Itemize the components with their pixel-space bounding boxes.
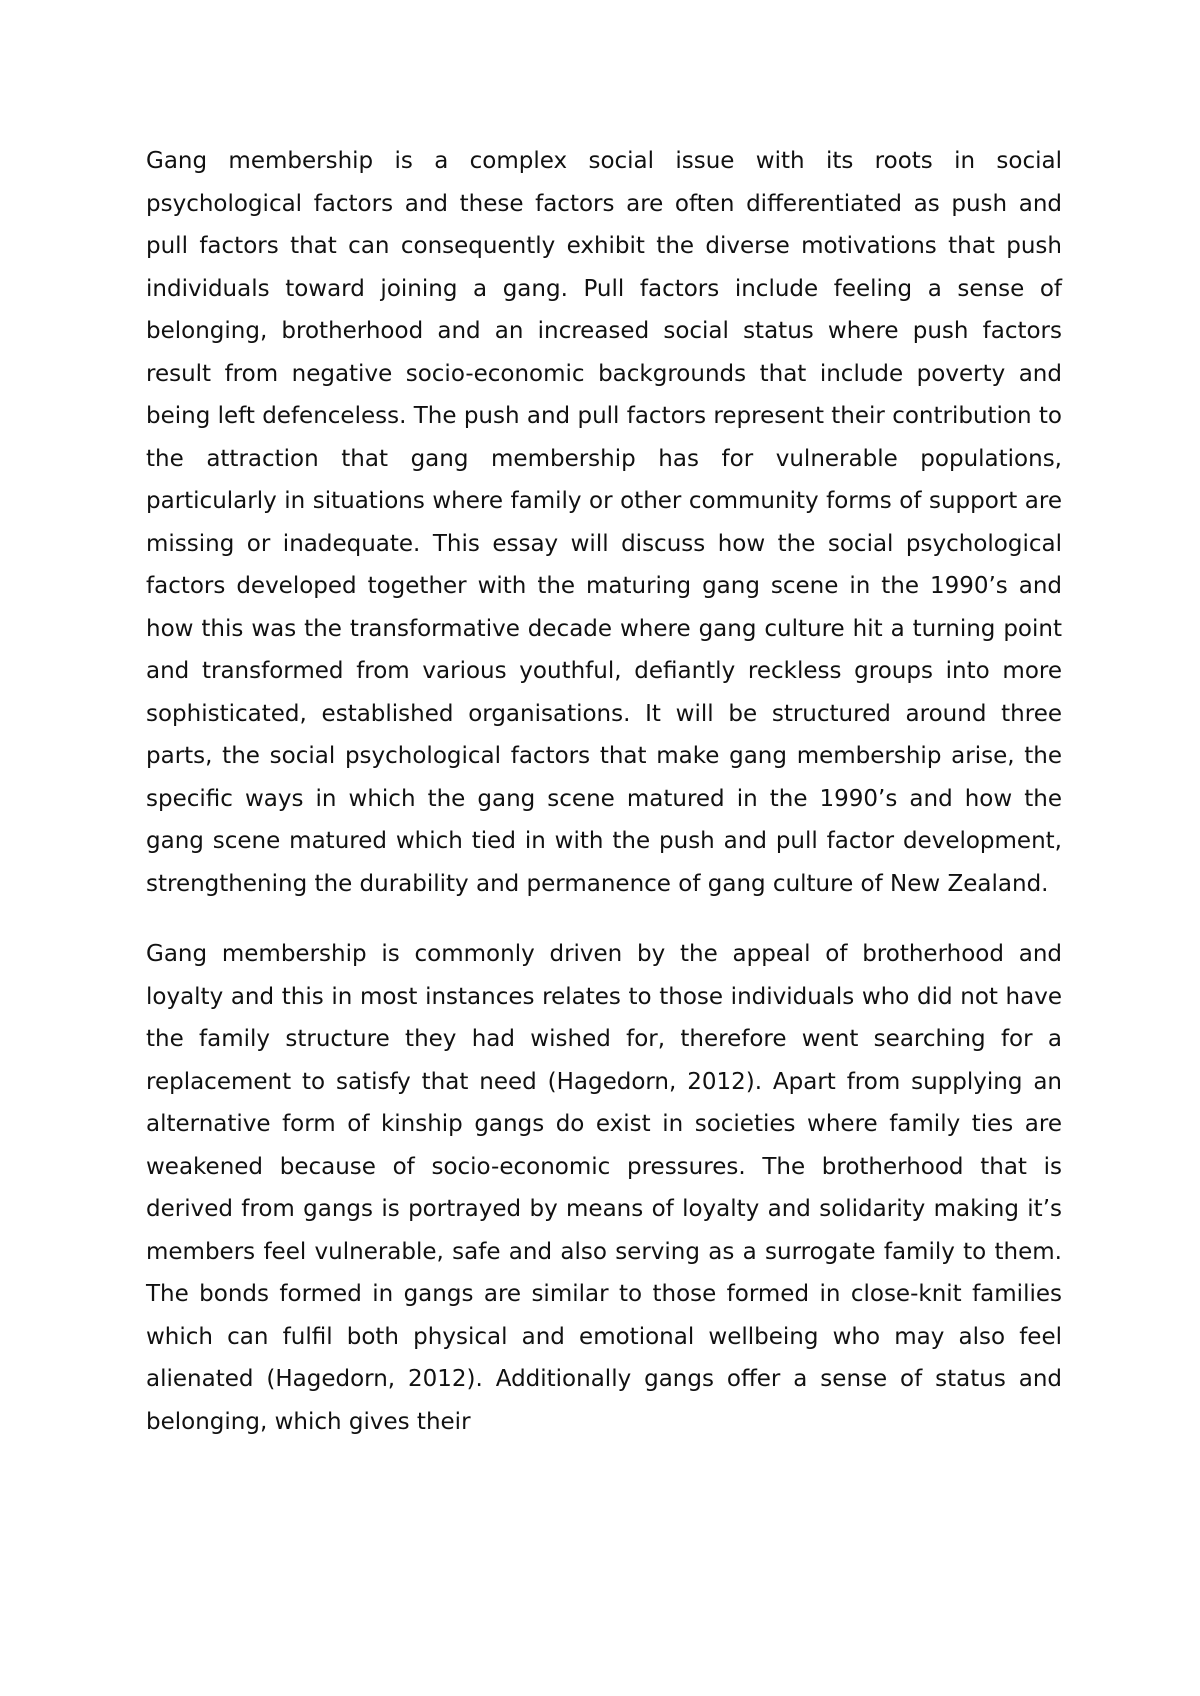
paragraph-intro: Gang membership is a complex social issue with its roots in social psychological factors and these factors are often differentiated as push and pull factors that can consequently exhibit the diverse motivations that push individuals toward joining a gang. Pull factors include feeling a sense of belonging, brotherhood and an increased social status where push factors result from negative socio-economic backgrounds that include poverty and being left defenceless. The push and pull factors represent their contribution to the attraction that gang membership has for vulnerable populations, particularly in situations where family or other community forms of support are missing or inadequate. This essay will discuss how the social psychological factors developed together with the maturing gang scene in the 1990’s and how this was the transformative decade where gang culture hit a turning point and transformed from various youthful, defiantly reckless groups into more sophisticated, established organisations. It will be structured around three parts, the social psychological factors that make gang membership arise, the specific ways in which the gang scene matured in the 1990’s and how the gang scene matured which tied in with the push and pull factor development, strengthening the durability and permanence of gang culture of New Zealand. bbox=[146, 148, 1062, 897]
paragraph-brotherhood: Gang membership is commonly driven by the appeal of brotherhood and loyalty and this in most instances relates to those individuals who did not have the family structure they had wished for, therefore went searching for a replacement to satisfy that need (Hagedorn, 2012). Apart from supplying an alternative form of kinship gangs do exist in societies where family ties are weakened because of socio-economic pressures. The brotherhood that is derived from gangs is portrayed by means of loyalty and solidarity making it’s members feel vulnerable, safe and also serving as a surrogate family to them. The bonds formed in gangs are similar to those formed in close-knit families which can fulfil both physical and emotional wellbeing who may also feel alienated (Hagedorn, 2012). Additionally gangs offer a sense of status and belonging, which gives their bbox=[146, 941, 1062, 1435]
document-body bbox=[146, 140, 1062, 1443]
